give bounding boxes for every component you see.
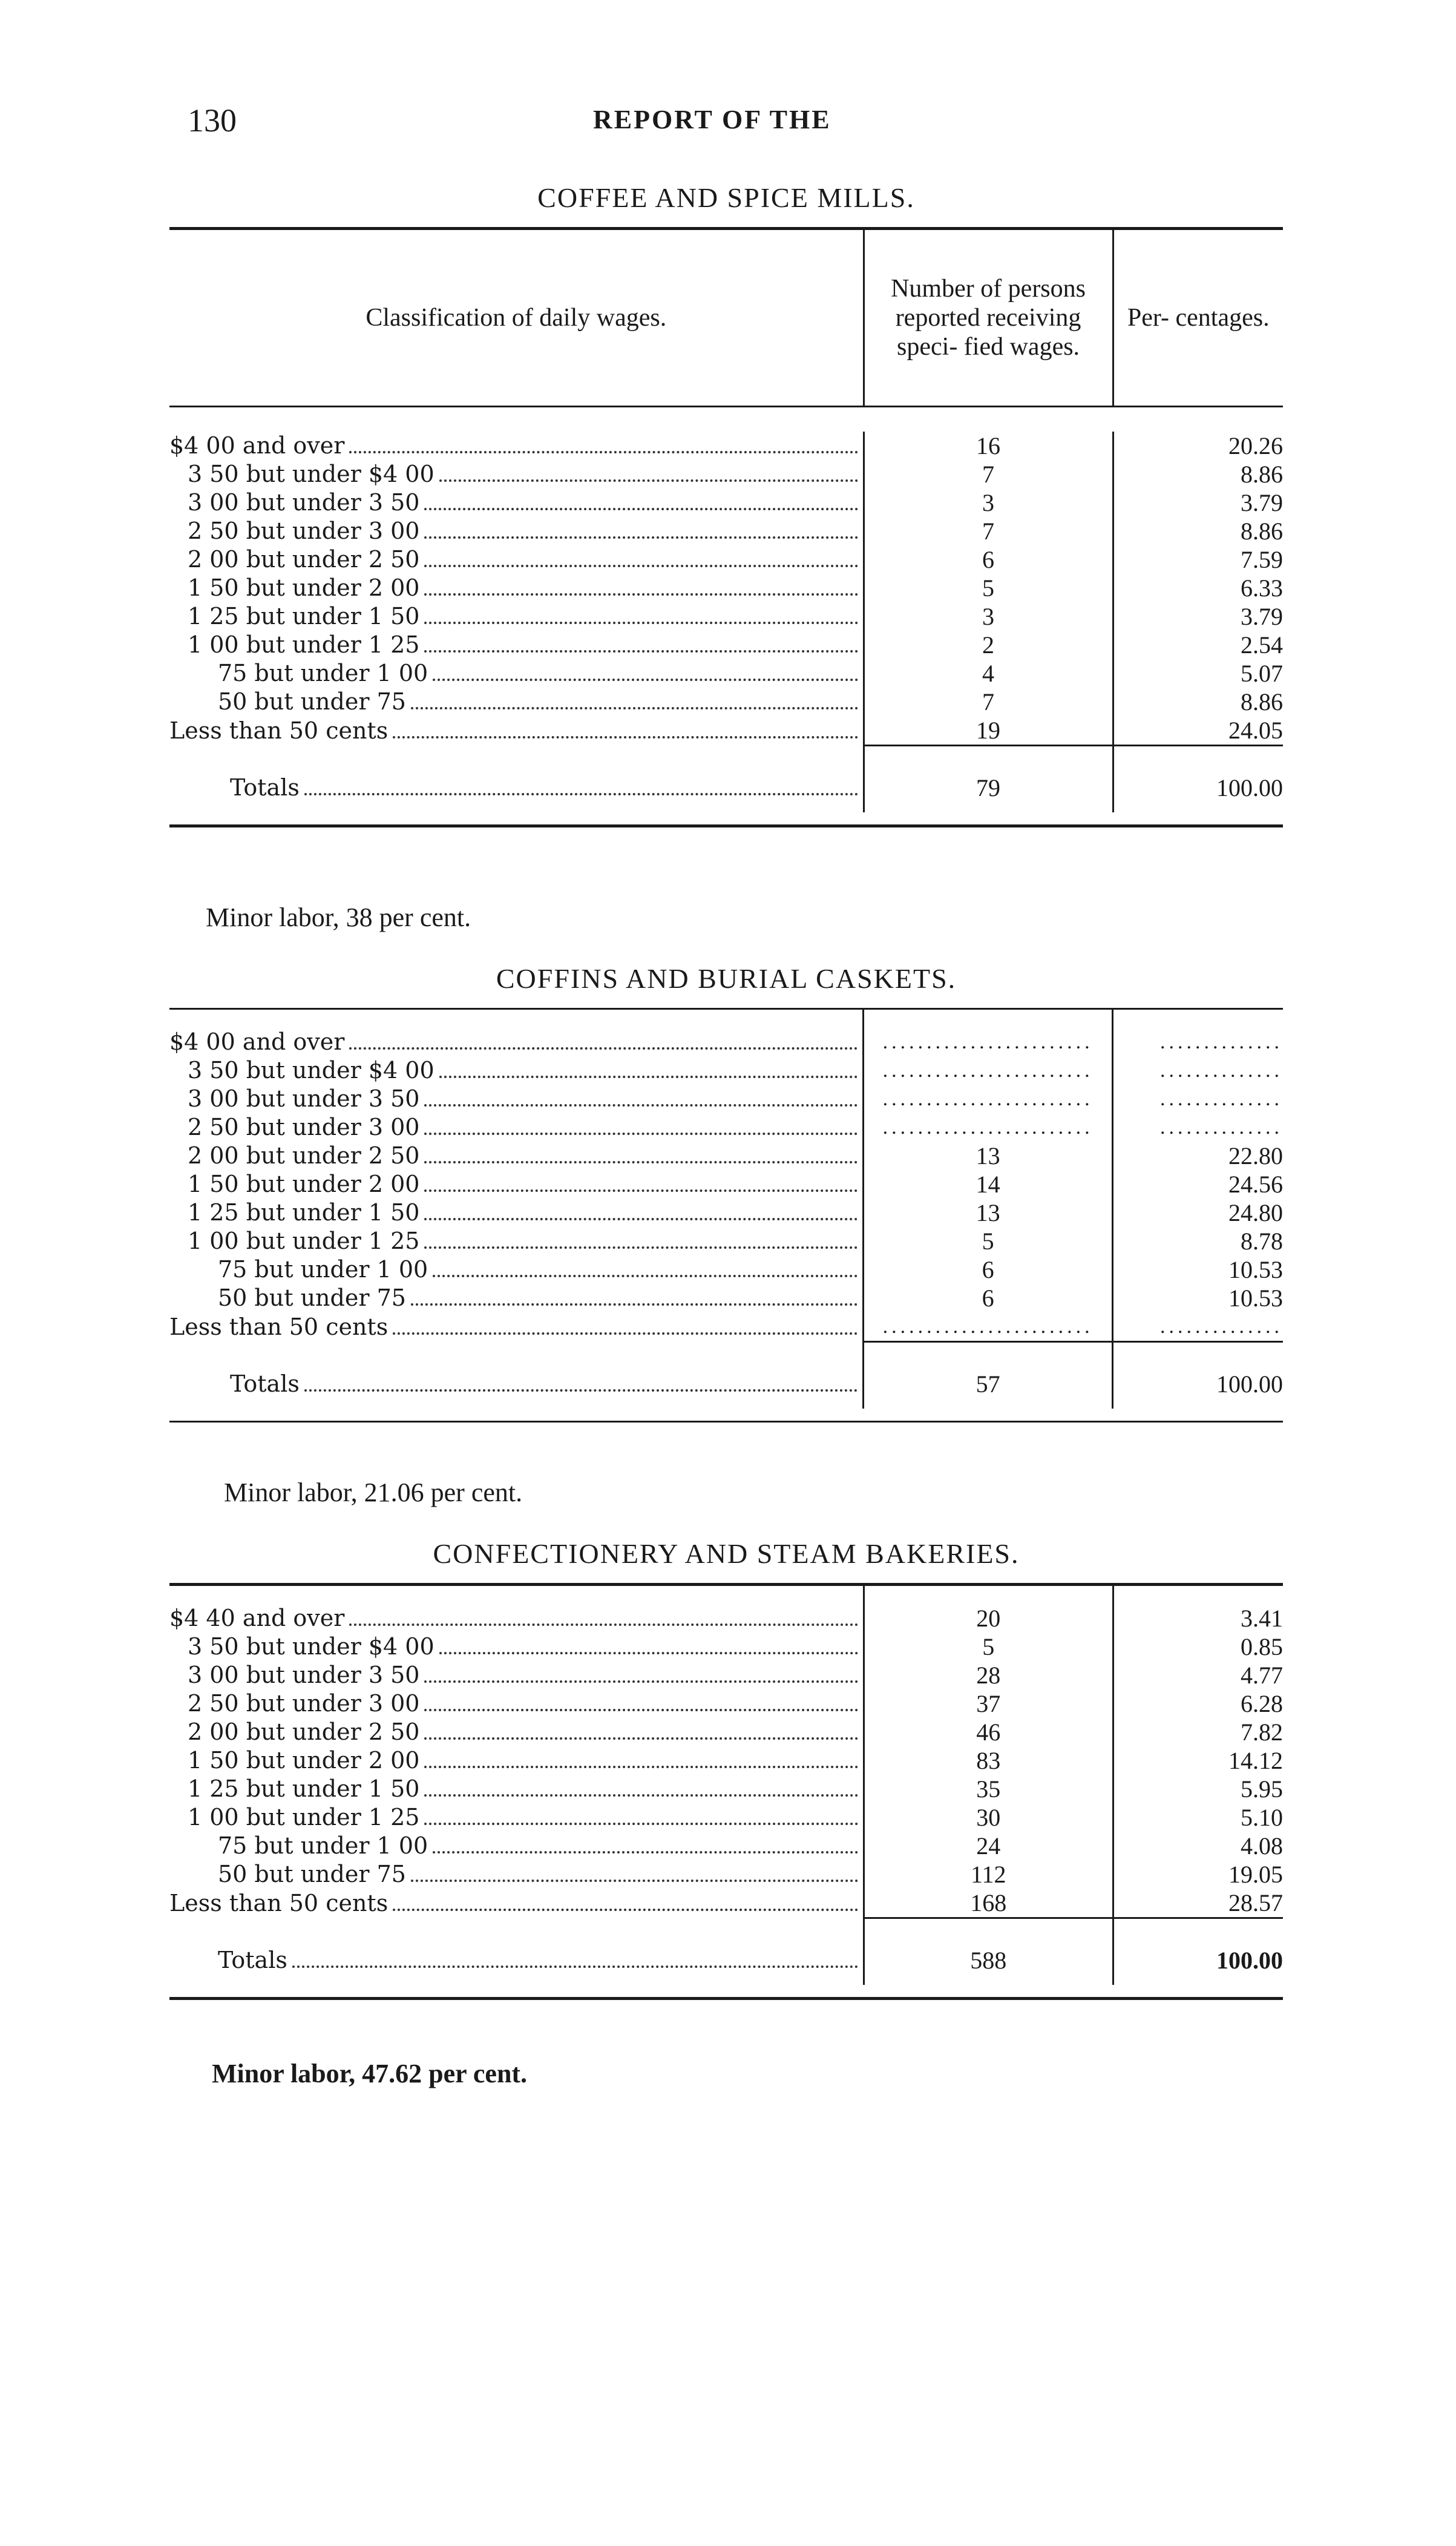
table-row <box>169 1199 1283 1227</box>
table-row <box>169 602 1283 631</box>
wage-class-label: 1 50 but under 2 00 <box>188 1171 420 1197</box>
wage-class-label: $4 00 and over <box>169 1028 345 1055</box>
wage-class-label: 1 50 but under 2 00 <box>188 574 420 601</box>
percentage: 24.56 <box>1113 1170 1283 1199</box>
totals-row <box>169 764 1283 812</box>
table-row <box>169 1028 1283 1056</box>
totals-label: Totals <box>218 1947 287 1973</box>
section-title: COFFEE AND SPICE MILLS. <box>537 182 915 213</box>
wage-class-label: 2 50 but under 3 00 <box>188 518 420 544</box>
table-row <box>169 460 1283 488</box>
section-coffee-spice-mills <box>169 182 1283 827</box>
wage-class-label: 2 50 but under 3 00 <box>188 1114 420 1140</box>
wage-class-label: 3 00 but under 3 50 <box>188 1662 420 1688</box>
percentage: 8.86 <box>1113 460 1283 488</box>
percentage: 3.79 <box>1113 602 1283 631</box>
wages-table <box>169 1010 1283 1409</box>
wage-class-label: 2 00 but under 2 50 <box>188 1142 420 1169</box>
table-row <box>169 1746 1283 1775</box>
table-row <box>169 1661 1283 1689</box>
totals-percent: 100.00 <box>1113 1360 1283 1409</box>
persons-count: 7 <box>864 517 1113 545</box>
totals-number: 79 <box>864 764 1113 812</box>
minor-labor-note: Minor labor, 21.06 per cent. <box>224 1478 523 1507</box>
percentage: 20.26 <box>1113 432 1283 460</box>
persons-count: 13 <box>863 1142 1113 1170</box>
persons-count: 5 <box>864 1633 1113 1661</box>
percentage: 0.85 <box>1113 1633 1283 1661</box>
persons-count: 168 <box>864 1889 1113 1918</box>
section-title: COFFINS AND BURIAL CASKETS. <box>496 963 957 994</box>
persons-count: 3 <box>864 602 1113 631</box>
wage-class-label: 3 00 but under 3 50 <box>188 1085 420 1112</box>
wage-class-label: Less than 50 cents <box>169 1889 389 1916</box>
persons-count: 13 <box>863 1199 1113 1227</box>
wage-class-label: 75 but under 1 00 <box>218 1832 428 1859</box>
table-row <box>169 1170 1283 1199</box>
table-row <box>169 1689 1283 1718</box>
persons-count: 46 <box>864 1718 1113 1746</box>
percentage: .............. <box>1113 1085 1283 1113</box>
table-bottom-rule <box>169 1997 1283 2000</box>
wage-class-label: 50 but under 75 <box>218 688 406 715</box>
totals-label: Totals <box>230 1370 300 1397</box>
percentage: 8.86 <box>1113 517 1283 545</box>
totals-number: 57 <box>863 1360 1113 1409</box>
percentage: .............. <box>1113 1056 1283 1085</box>
wage-class-label: 75 but under 1 00 <box>218 660 428 686</box>
table-row <box>169 1227 1283 1255</box>
persons-count: 83 <box>864 1746 1113 1775</box>
number-header: Number of persons reported receiving speci- fied wages. <box>864 230 1113 407</box>
table-row <box>169 1284 1283 1312</box>
percentage: 7.59 <box>1113 545 1283 574</box>
persons-count: ........................ <box>863 1312 1113 1342</box>
percentage: .............. <box>1113 1113 1283 1142</box>
table-row <box>169 631 1283 659</box>
running-head: REPORT OF THE <box>593 105 831 134</box>
persons-count: 14 <box>863 1170 1113 1199</box>
percentage: 6.33 <box>1113 574 1283 602</box>
wages-table <box>169 1586 1283 1985</box>
persons-count: 28 <box>864 1661 1113 1689</box>
persons-count: 3 <box>864 488 1113 517</box>
persons-count: 19 <box>864 716 1113 746</box>
table-row <box>169 1803 1283 1832</box>
percentage: 8.86 <box>1113 688 1283 716</box>
header-rule <box>169 407 1283 432</box>
percentage: .............. <box>1113 1028 1283 1056</box>
percentage: 6.28 <box>1113 1689 1283 1718</box>
persons-count: ........................ <box>863 1085 1113 1113</box>
wage-class-label: $4 00 and over <box>169 432 345 459</box>
table-row <box>169 1312 1283 1342</box>
table-row <box>169 517 1283 545</box>
percentage: 3.41 <box>1113 1604 1283 1633</box>
percentage: 7.82 <box>1113 1718 1283 1746</box>
table-bottom-rule <box>169 1421 1283 1423</box>
table-row <box>169 1860 1283 1889</box>
table-row <box>169 545 1283 574</box>
table-row <box>169 1255 1283 1284</box>
wage-class-label: 50 but under 75 <box>218 1285 406 1311</box>
wage-class-label: 3 00 but under 3 50 <box>188 489 420 516</box>
percentage: 24.05 <box>1113 716 1283 746</box>
table-row <box>169 1718 1283 1746</box>
minor-labor-note: Minor labor, 47.62 per cent. <box>212 2059 528 2088</box>
section-title: CONFECTIONERY AND STEAM BAKERIES. <box>433 1538 1020 1569</box>
minor-labor-note: Minor labor, 38 per cent. <box>206 903 471 932</box>
percentage: 14.12 <box>1113 1746 1283 1775</box>
persons-count: 112 <box>864 1860 1113 1889</box>
wage-class-label: 3 50 but under $4 00 <box>188 1057 435 1084</box>
wage-class-label: 3 50 but under $4 00 <box>188 1633 435 1660</box>
percentage: 5.07 <box>1113 659 1283 688</box>
wage-class-label: 1 50 but under 2 00 <box>188 1747 420 1774</box>
table-row <box>169 688 1283 716</box>
percentage: 5.95 <box>1113 1775 1283 1803</box>
table-row <box>169 659 1283 688</box>
persons-count: 37 <box>864 1689 1113 1718</box>
percentage: 2.54 <box>1113 631 1283 659</box>
wage-class-label: 1 25 but under 1 50 <box>188 603 420 630</box>
percentage: 8.78 <box>1113 1227 1283 1255</box>
table-row <box>169 1056 1283 1085</box>
wage-class-label: 75 but under 1 00 <box>218 1256 428 1283</box>
percentage: 4.08 <box>1113 1832 1283 1860</box>
totals-percent: 100.00 <box>1113 764 1283 812</box>
wage-class-label: 1 00 but under 1 25 <box>188 1228 420 1254</box>
table-row <box>169 716 1283 746</box>
table-row <box>169 1142 1283 1170</box>
wage-class-label: 50 but under 75 <box>218 1861 406 1887</box>
percentage: .............. <box>1113 1312 1283 1342</box>
table-row <box>169 488 1283 517</box>
classification-header: Classification of daily wages. <box>366 303 667 332</box>
section-confectionery-steam-bakeries <box>169 1538 1283 2000</box>
wage-class-label: 1 00 but under 1 25 <box>188 1804 420 1831</box>
persons-count: ........................ <box>863 1056 1113 1085</box>
persons-count: 35 <box>864 1775 1113 1803</box>
persons-count: 5 <box>864 574 1113 602</box>
percentage: 22.80 <box>1113 1142 1283 1170</box>
table-row <box>169 1113 1283 1142</box>
wage-class-label: Less than 50 cents <box>169 717 389 744</box>
wage-class-label: $4 40 and over <box>169 1605 345 1631</box>
wage-class-label: 2 00 but under 2 50 <box>188 546 420 573</box>
persons-count: 7 <box>864 688 1113 716</box>
table-row <box>169 574 1283 602</box>
persons-count: ........................ <box>863 1113 1113 1142</box>
percentage: 28.57 <box>1113 1889 1283 1918</box>
totals-number: 588 <box>864 1936 1113 1985</box>
table-row <box>169 1889 1283 1918</box>
table-row <box>169 1832 1283 1860</box>
wage-class-label: 2 50 but under 3 00 <box>188 1690 420 1717</box>
wage-class-label: Less than 50 cents <box>169 1313 389 1340</box>
persons-count: 5 <box>863 1227 1113 1255</box>
percent-header: Per- centages. <box>1113 230 1283 407</box>
persons-count: 6 <box>863 1255 1113 1284</box>
persons-count: 24 <box>864 1832 1113 1860</box>
persons-count: 7 <box>864 460 1113 488</box>
persons-count: 2 <box>864 631 1113 659</box>
table-row <box>169 432 1283 460</box>
totals-label: Totals <box>230 774 300 801</box>
page-number: 130 <box>188 102 237 139</box>
percentage: 4.77 <box>1113 1661 1283 1689</box>
persons-count: 20 <box>864 1604 1113 1633</box>
table-row <box>169 1085 1283 1113</box>
wage-class-label: 3 50 but under $4 00 <box>188 461 435 487</box>
table-row <box>169 1633 1283 1661</box>
section-coffins-burial-caskets <box>169 962 1283 1423</box>
wage-class-label: 2 00 but under 2 50 <box>188 1719 420 1745</box>
table-row <box>169 1604 1283 1633</box>
percentage: 19.05 <box>1113 1860 1283 1889</box>
wage-class-label: 1 00 but under 1 25 <box>188 631 420 658</box>
table-bottom-rule <box>169 824 1283 827</box>
percentage: 10.53 <box>1113 1284 1283 1312</box>
persons-count: 4 <box>864 659 1113 688</box>
persons-count: 30 <box>864 1803 1113 1832</box>
percentage: 24.80 <box>1113 1199 1283 1227</box>
persons-count: 16 <box>864 432 1113 460</box>
wage-class-label: 1 25 but under 1 50 <box>188 1199 420 1226</box>
percentage: 10.53 <box>1113 1255 1283 1284</box>
wages-table <box>169 230 1283 812</box>
persons-count: 6 <box>863 1284 1113 1312</box>
percentage: 5.10 <box>1113 1803 1283 1832</box>
totals-row <box>169 1936 1283 1985</box>
wage-class-label: 1 25 but under 1 50 <box>188 1775 420 1802</box>
table-row <box>169 1775 1283 1803</box>
totals-row <box>169 1360 1283 1409</box>
totals-percent: 100.00 <box>1113 1936 1283 1985</box>
persons-count: 6 <box>864 545 1113 574</box>
percentage: 3.79 <box>1113 488 1283 517</box>
persons-count: ........................ <box>863 1028 1113 1056</box>
